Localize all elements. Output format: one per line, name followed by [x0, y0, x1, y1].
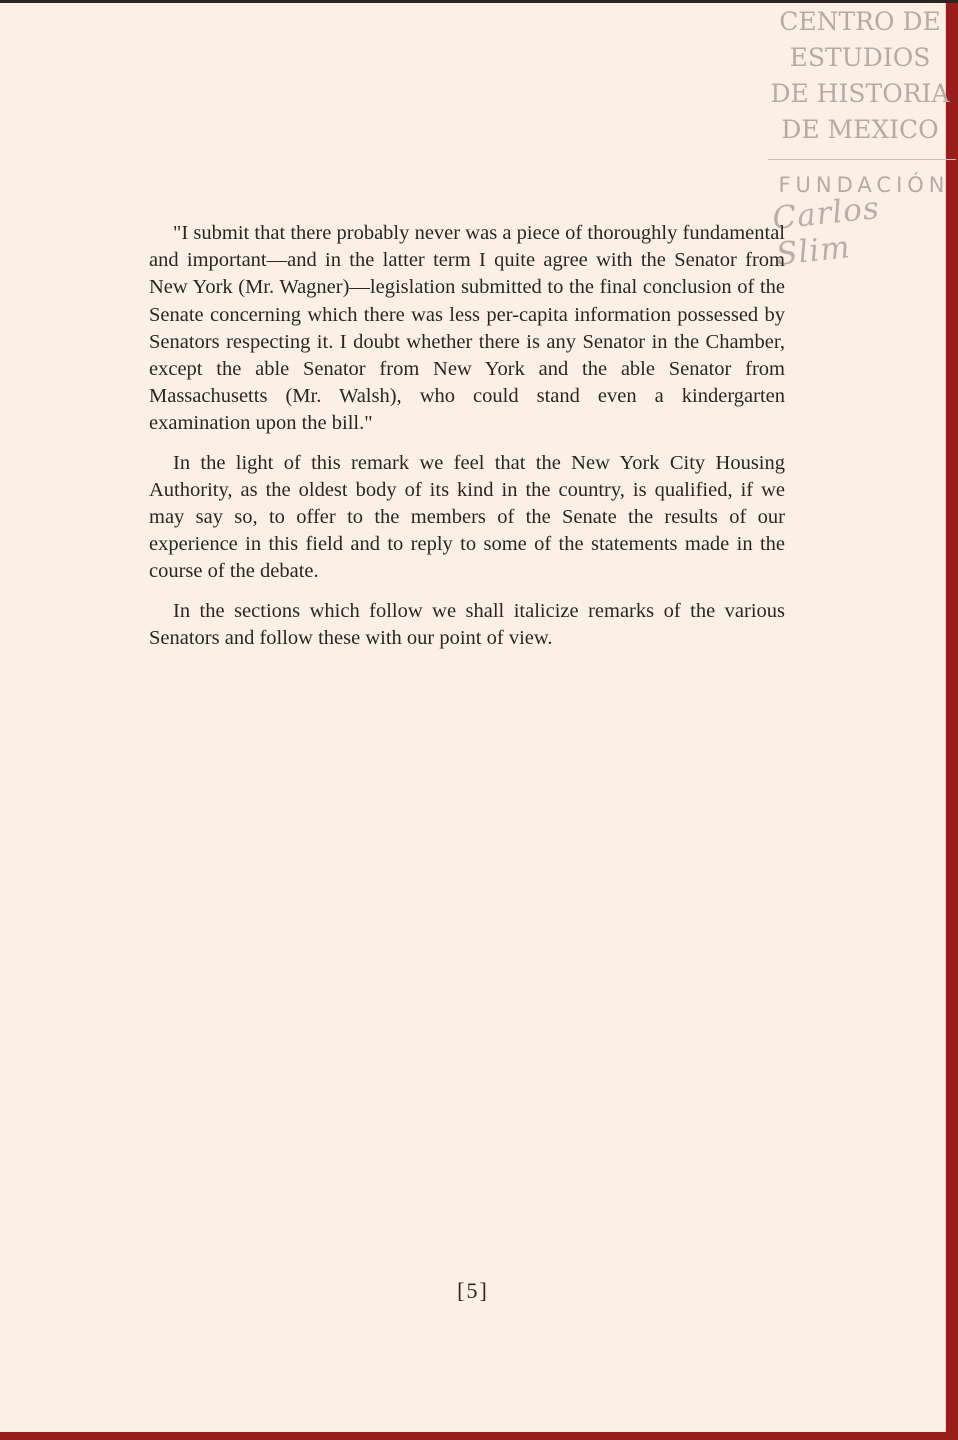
body-text — [149, 220, 785, 664]
watermark-line: DE HISTORIA — [770, 79, 950, 108]
paragraph: In the light of this remark we feel that the New York City Housing Authority, as the oldest body of its kind in the country, is qualified, if we may say so, to offer to the members of the Senate the results of our experience in this field and to reply to some of the statements made in the course of the debate. — [149, 451, 785, 583]
paragraph: In the sections which follow we shall italicize remarks of the various Senators and follow these with our point of view. — [149, 599, 785, 649]
archive-watermark — [760, 4, 958, 200]
watermark-foundation: FUNDACIÓN — [778, 173, 950, 197]
watermark-line: ESTUDIOS — [789, 43, 931, 72]
top-edge — [0, 0, 958, 3]
watermark-line: CENTRO DE — [779, 7, 941, 36]
quote-paragraph: "I submit that there probably never was a piece of thoroughly fundamental and important—and in the latter term I quite agree with the Senator from New York (Mr. Wagner)—legislation submitted to the final conclusion of the Senate concerning which there was less per-capita information possessed by Senators respecting it. I doubt whether there is any Senator in the Chamber, except the able Senator from New York and the able Senator from Massachusetts (Mr. Walsh), who could stand even a kindergarten examination upon the bill." — [149, 222, 785, 435]
page-number: [5] — [457, 1278, 489, 1303]
watermark-signature: Carlos Slim — [770, 189, 882, 273]
watermark-line: DE MEXICO — [781, 115, 939, 144]
watermark-divider — [768, 159, 956, 160]
